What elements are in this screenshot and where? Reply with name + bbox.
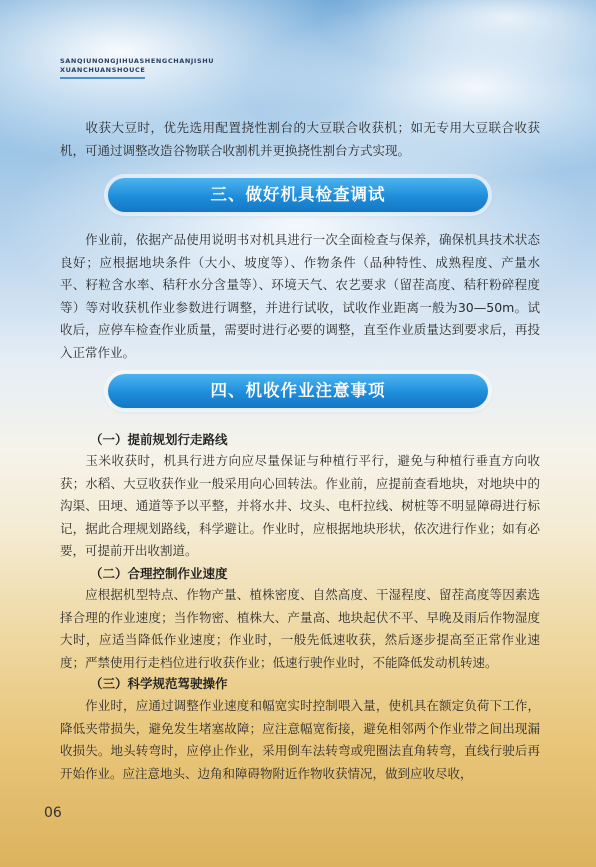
section3-title: 三、做好机具检查调试 [210, 185, 386, 204]
header-underline [60, 77, 145, 79]
sub2-text: 应根据机型特点、作物产量、植株密度、自然高度、干湿程度、留茬高度等因素选择合理的作业速度；当作物密、植株大、产量高、地块起伏不平、早晚及雨后作物湿度大时，应适当降低作业速度；作业时，一般先低速收获，然后逐步提高至正常作业速度；严禁使用行走档位进行收获作业；低速行驶作业时，不能降低发动机转速。 [60, 587, 540, 670]
section3-text: 作业前，依据产品使用说明书对机具进行一次全面检查与保养，确保机具技术状态良好；应根据地块条件（大小、坡度等）、作物条件（品种特性、成熟程度、产量水平、籽粒含水率、秸秆水分含量等）、环境天气、农艺要求（留茬高度、秸秆粉碎程度等）等对收获机作业参数进行调整，并进行试收，试收作业距离一般为30—50m。试收后，应停车检查作业质量，需要时进行必要的调整，直至作业质量达到要求后，再投入正常作业。 [60, 232, 540, 360]
sub1-paragraph [60, 450, 540, 563]
sub3-text: 作业时，应通过调整作业速度和幅宽实时控制喂入量，使机具在额定负荷下工作，降低夹带损失，避免发生堵塞故障；应注意幅宽衔接，避免相邻两个作业带之间出现漏收损失。地头转弯时，应停止作业，采用倒车法转弯或兜圈法直角转弯，直线行驶后再开始作业。应注意地头、边角和障碍物附近作物收获情况，做到应收尽收， [60, 698, 540, 781]
intro-text: 收获大豆时，优先选用配置挠性割台的大豆联合收获机；如无专用大豆联合收获机，可通过调整改造谷物联合收割机并更换挠性割台方式实现。 [60, 120, 540, 158]
section4-title: 四、机收作业注意事项 [210, 381, 386, 400]
sub2-paragraph [60, 584, 540, 674]
section4-banner [108, 374, 488, 408]
page-number: 06 [44, 805, 62, 821]
sub3-paragraph [60, 695, 540, 785]
section3-paragraph [60, 229, 540, 365]
intro-paragraph [60, 117, 540, 162]
sub2-heading: （二）合理控制作业速度 [90, 566, 228, 581]
sub1-text: 玉米收获时，机具行进方向应尽量保证与种植行平行，避免与种植行垂直方向收获；水稻、大豆收获作业一般采用向心回转法。作业前，应提前查看地块，对地块中的沟渠、田埂、通道等予以平整，并将水井、坟头、电杆拉线、树桩等不明显障碍进行标记，据此合理规划路线，科学避让。作业时，应根据地块形状，依次进行作业；如有必要，可提前开出收割道。 [60, 453, 540, 559]
section3-banner [108, 178, 488, 212]
header-title-line2: XUANCHUANSHOUCE [60, 66, 146, 74]
sub3-heading: （三）科学规范驾驶操作 [90, 676, 228, 691]
sub1-heading: （一）提前规划行走路线 [90, 432, 228, 447]
header-title-line1: SANQIUNONGJIHUASHENGCHANJISHU [60, 57, 215, 65]
